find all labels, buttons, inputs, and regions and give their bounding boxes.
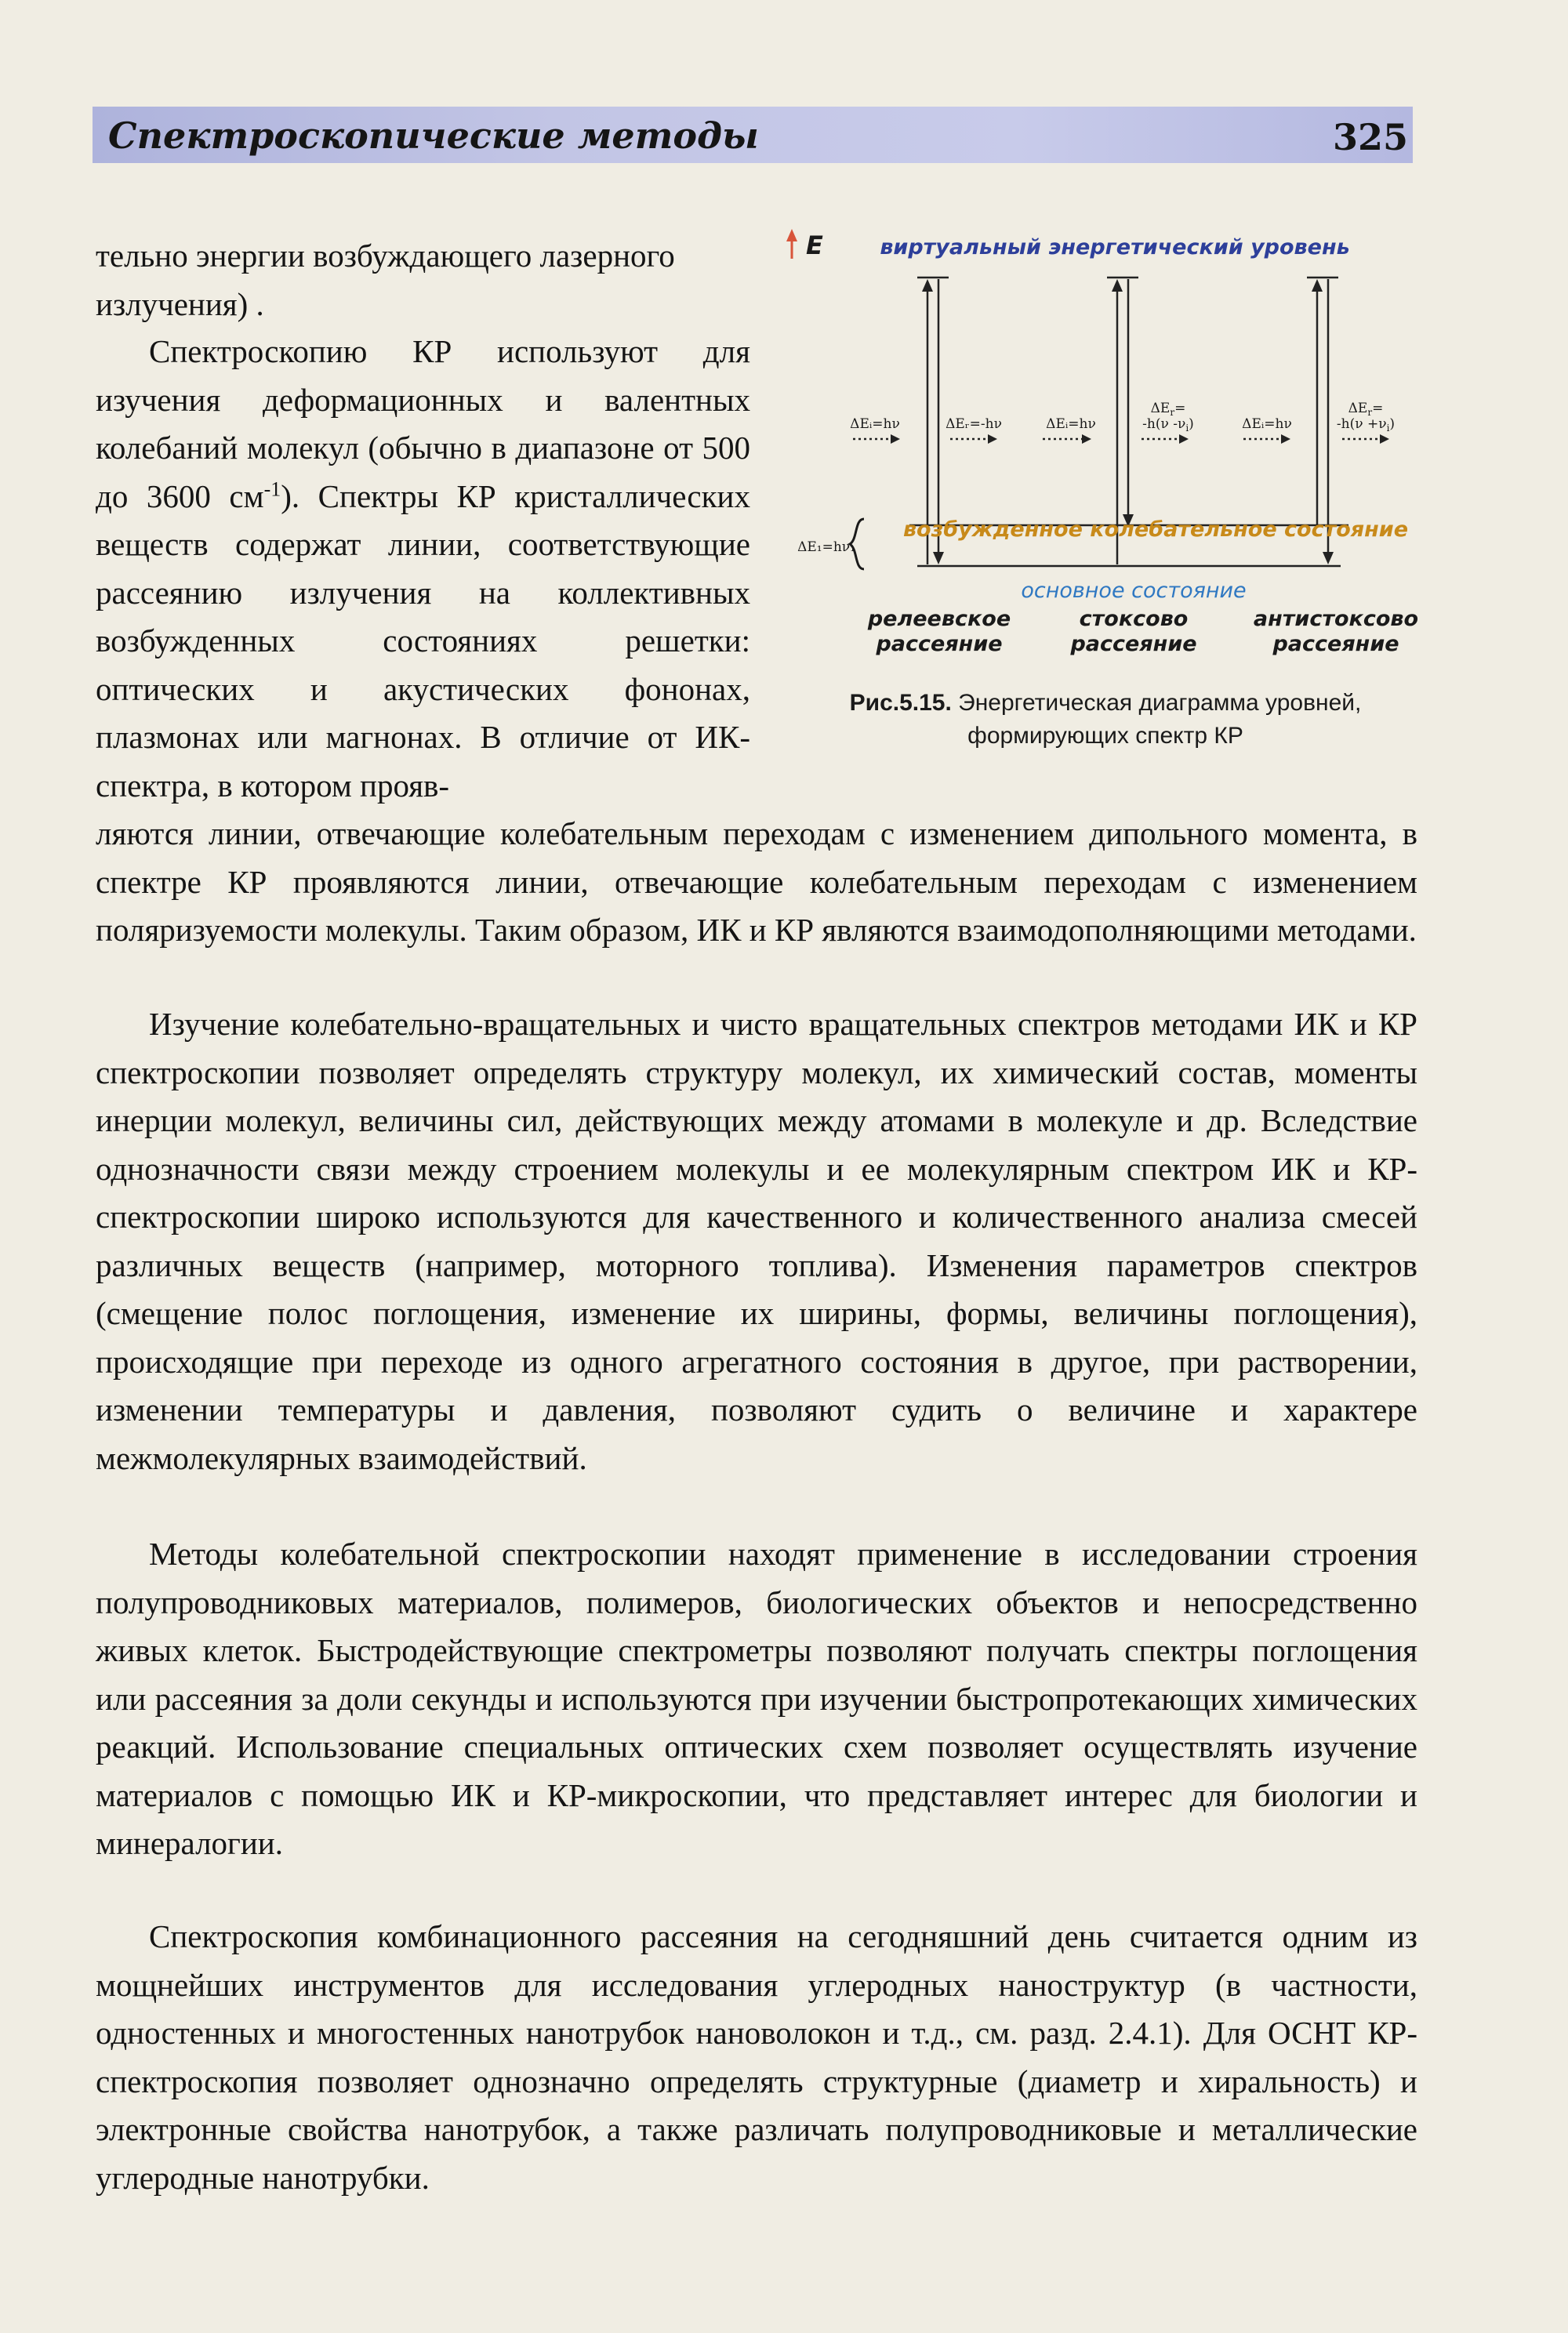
arrow-right-icon bbox=[891, 434, 900, 444]
energy-level-diagram bbox=[776, 227, 1427, 666]
arrow-right-icon bbox=[1380, 434, 1389, 444]
transition-label-line1: $\Delta E_r=$ bbox=[1348, 401, 1384, 418]
page-number: 325 bbox=[1333, 116, 1409, 158]
paragraph-intro: тельно энергии возбуждающего лазерного излучения) . bbox=[96, 238, 675, 322]
scattering-label-rayleigh-line1: релеевское bbox=[867, 607, 1011, 631]
arrow-up-icon bbox=[1112, 279, 1123, 292]
scattering-label-rayleigh-line2: рассеяние bbox=[876, 632, 1003, 656]
transition-label: ΔEᵢ=hν bbox=[850, 416, 900, 432]
diagram-canvas bbox=[776, 227, 1427, 666]
paragraph-raman-use bbox=[96, 328, 750, 810]
arrow-up-icon bbox=[922, 279, 933, 292]
figure-caption-text: Энергетическая диаграмма уровней, формирующих спектр КР bbox=[958, 690, 1362, 749]
transition-label-line2: $-h(\nu +\nu_i)$ bbox=[1336, 416, 1396, 434]
virtual-level-label: виртуальный энергетический уровень bbox=[880, 235, 1350, 259]
paragraph-carbon-nanostructures: Спектроскопия комбинационного рассеяния на сегодняшний день считается одним из мощнейших инструментов для исследования углеродных наноструктур (в частности, одностенных и многостенных нанотрубок нановолокон и т.д., см. разд. 2.4.1). Для ОСНТ КР-спектроскопия позволяет однозначно определять структурные (диаметр и хиральность) и электронные свойства нанотрубок, а также различать полупроводниковые и металлические углеродные нанотрубки. bbox=[96, 1918, 1417, 2196]
arrow-up-icon bbox=[1312, 279, 1323, 292]
transition-label: ΔEᵢ=hν bbox=[1242, 416, 1292, 432]
paragraph-applications: Изучение колебательно-вращательных и чисто вращательных спектров методами ИК и КР спектроскопии позволяет определять структуру молекул, их химический состав, моменты инерции молекул, величины сил, действующих между атомами в молекуле и др. Вследствие однозначности связи между строением молекулы и ее молекулярным спектром ИК и КР-спектроскопии широко используются для качественного и количественного анализа смесей различных веществ (например, моторного топлива). Изменения параметров спектров (смещение полос поглощения, изменение их ширины, формы, величины поглощения), происходящие при переходе из одного агрегатного состояния в другое, при растворении, изменении температуры и давления, позволяют судить о величине и характере межмолекулярных взаимодействий. bbox=[96, 1006, 1417, 1476]
figure-caption-label: Рис.5.15. bbox=[849, 690, 952, 716]
transition-label-line1: $\Delta E_r=$ bbox=[1150, 401, 1186, 418]
scattering-label-antistokes-line1: антистоксово bbox=[1253, 607, 1419, 631]
paragraph-continuation: ляются линии, отвечающие колебательным переходам с изменением дипольного момента, в спектре КР проявляются линии, отвечающие колебательным переходам с изменением поляризуемости молекулы. Таким образом, ИК и КР являются взаимодополняющими методами. bbox=[96, 815, 1417, 948]
gap-label: ΔE₁=hν₁ bbox=[797, 539, 855, 555]
scattering-label-antistokes-line2: рассеяние bbox=[1272, 632, 1399, 656]
ground-state-label: основное состояние bbox=[1021, 579, 1247, 603]
scattering-label-stokes-line1: стоксово bbox=[1079, 607, 1189, 631]
arrow-down-icon bbox=[1323, 552, 1334, 564]
paragraph-vibrational-methods: Методы колебательной спектроскопии находят применение в исследовании строения полупроводниковых материалов, полимеров, биологических объектов и непосредственно живых клеток. Быстродействующие спектрометры позволяют получать спектры поглощения или рассеяния за доли секунды и используются при изучении быстропротекающих химических реакций. Использование специальных оптических схем позволяет осуществлять изучение материалов с помощью ИК и КР-микроскопии, что представляет интерес для биологии и минералогии. bbox=[96, 1536, 1417, 1861]
energy-axis-label: E bbox=[806, 230, 823, 260]
figure-caption bbox=[784, 687, 1427, 753]
arrow-right-icon bbox=[1281, 434, 1290, 444]
arrow-right-icon bbox=[1179, 434, 1189, 444]
running-header-title: Спектроскопические методы bbox=[108, 114, 759, 157]
scattering-label-stokes-line2: рассеяние bbox=[1070, 632, 1197, 656]
arrow-down-icon bbox=[933, 552, 944, 564]
transition-label: ΔEᵢ=hν bbox=[1046, 416, 1096, 432]
paragraph-text: Спектроскопию КР используют для изучения деформационных и валентных колебаний молекул (обычно в диапазоне от 500 до 3600 см bbox=[96, 333, 750, 514]
arrow-right-icon bbox=[1082, 434, 1091, 444]
energy-axis-arrow-icon bbox=[786, 229, 797, 241]
transition-label-line2: -h(ν $-\nu_i$) bbox=[1142, 416, 1194, 434]
superscript: -1 bbox=[263, 477, 281, 500]
arrow-right-icon bbox=[988, 434, 997, 444]
excited-state-label: возбужденное колебательное состояние bbox=[902, 517, 1409, 542]
paragraph-text: ). Спектры КР кристаллических веществ содержат линии, соответствующие рассеянию излучения на коллективных возбужденных состояниях решетки: оптических и акустических фононах, плазмонах или магнонах. В отличие от ИК-спектра, в котором прояв- bbox=[96, 477, 750, 804]
transition-label: ΔEᵣ=-hν bbox=[946, 416, 1002, 432]
